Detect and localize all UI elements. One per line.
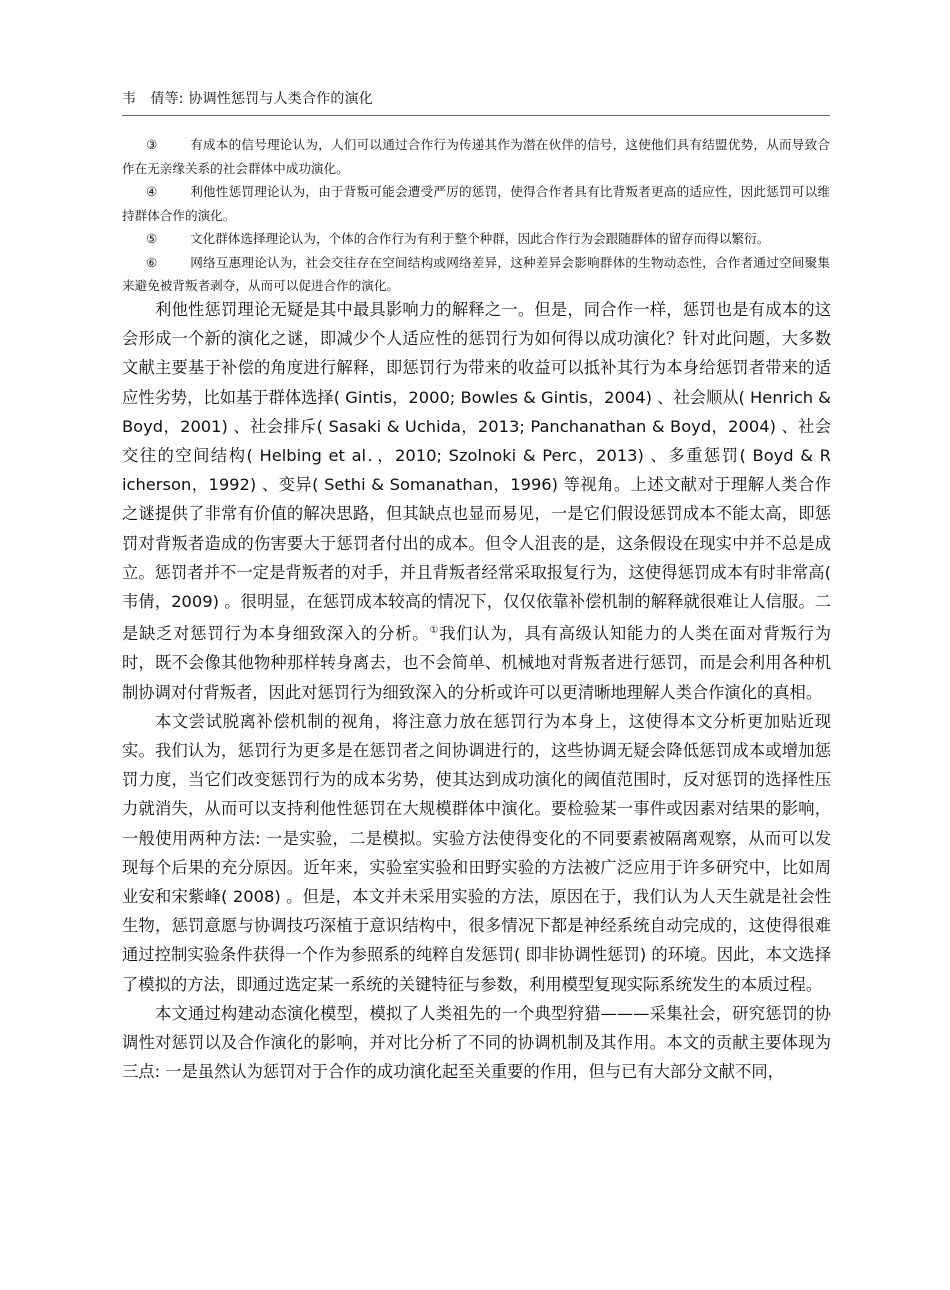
paragraph-2: 本文尝试脱离补偿机制的视角，将注意力放在惩罚行为本身上，这使得本文分析更加贴近现实。我们认为，惩罚行为更多是在惩罚者之间协调进行的，这些协调无疑会降低惩罚成本或增加惩罚力度，当它们改变惩罚行为的成本劣势，使其达到成功演化的阈值范围时，反对惩罚的选择性压力就消失，从而可以支持利他性惩罚在大规模群体中演化。要检验某一事件或因素对结果的影响，一般使用两种方法: 一是实验，二是模拟。实验方法使得变化的不同要素被隔离观察，从而可以发现每个后果的充分原因。近年来，实验室实验和田野实验的方法被广泛应用于许多研究中，比如周业安和宋紫峰( 2008) 。但是，本文并未采用实验的方法，原因在于，我们认为人天生就是社会性生物，惩罚意愿与协调技巧深植于意识结构中，很多情况下都是神经系统自动完成的，这使得很难通过控制实验条件获得一个作为参照系的纯粹自发惩罚( 即非协调性惩罚) 的环境。因此，本文选择了模拟的方法，即通过选定某一系统的关键特征与参数，利用模型复现实际系统发生的本质过程。 <box>122 711 831 994</box>
footnote-ref: ① <box>429 625 440 637</box>
running-header: 韦 倩等: 协调性惩罚与人类合作的演化 <box>122 91 373 107</box>
paragraph-1-tail: 我们认为，具有高级认知能力的人类在面对背叛行为时，既不会像其他物种那样转身离去，也不会简单、机械地对背叛者进行惩罚，而是会利用各种机制协调对付背叛者，因此对惩罚行为细致深入的分析或许可以更清晰地理解人类合作演化的真相。 <box>122 624 831 702</box>
footnote-number: ④ <box>146 184 158 199</box>
footnote-number: ⑤ <box>146 231 158 246</box>
footnote-text: 文化群体选择理论认为，个体的合作行为有利于整个种群，因此合作行为会跟随群体的留存而得以繁衍。 <box>190 231 770 246</box>
footnote-text: 有成本的信号理论认为，人们可以通过合作行为传递其作为潜在伙伴的信号，这使他们具有结盟优势，从而导致合作在无亲缘关系的社会群体中成功演化。 <box>122 137 830 176</box>
header-rule <box>122 115 830 116</box>
footnotes <box>122 133 830 298</box>
paragraph-3: 本文通过构建动态演化模型，模拟了人类祖先的一个典型狩猎———采集社会，研究惩罚的协调性对惩罚以及合作演化的影响，并对比分析了不同的协调机制及其作用。本文的贡献主要体现为三点: 一是虽然认为惩罚对于合作的成功演化起至关重要的作用，但与已有大部分文献不同， <box>122 1003 831 1082</box>
footnote-3 <box>122 133 830 180</box>
footnote-text: 利他性惩罚理论认为，由于背叛可能会遭受严厉的惩罚，使得合作者具有比背叛者更高的适应性，因此惩罚可以维持群体合作的演化。 <box>122 184 830 223</box>
paragraph-1 <box>122 295 831 707</box>
paragraph-1-text: 利他性惩罚理论无疑是其中最具影响力的解释之一。但是，同合作一样，惩罚也是有成本的这会形成一个新的演化之谜，即减少个人适应性的惩罚行为如何得以成功演化？针对此问题，大多数文献主要基于补偿的角度进行解释，即惩罚行为带来的收益可以抵补其行为本身给惩罚者带来的适应性劣势，比如基于群体选择( Gintis，2000; Bowles & Gintis，2004) 、社会顺从( Henrich & Boyd，2001) 、社会排斥( Sasaki & Uchida，2013; Panchanathan & Boyd，2004) 、社会交往的空间结构( Helbing et al．，2010; Szolnoki & Perc，2013) 、多重惩罚( Boyd & R icherson，1992) 、变异( Sethi & Somanathan，1996) 等视角。上述文献对于理解人类合作之谜提供了非常有价值的解决思路，但其缺点也显而易见，一是它们假设惩罚成本不能太高，即惩罚对背叛者造成的伤害要大于惩罚者付出的成本。但令人沮丧的是，这条假设在现实中并不总是成立。惩罚者并不一定是背叛者的对手，并且背叛者经常采取报复行为，这使得惩罚成本有时非常高( 韦倩，2009) 。很明显，在惩罚成本较高的情况下，仅仅依靠补偿机制的解释就很难让人信服。二是缺乏对惩罚行为本身细致深入的分析。 <box>122 300 831 644</box>
footnote-5 <box>122 227 830 251</box>
footnote-4 <box>122 180 830 227</box>
footnote-number: ③ <box>146 137 158 152</box>
footnote-number: ⑥ <box>146 254 158 270</box>
footnote-6 <box>122 251 830 298</box>
body-text <box>122 295 831 1086</box>
footnote-text: 网络互惠理论认为，社会交往存在空间结构或网络差异，这种差异会影响群体的生物动态性，合作者通过空间聚集来避免被背叛者剥夺，从而可以促进合作的演化。 <box>122 254 830 293</box>
